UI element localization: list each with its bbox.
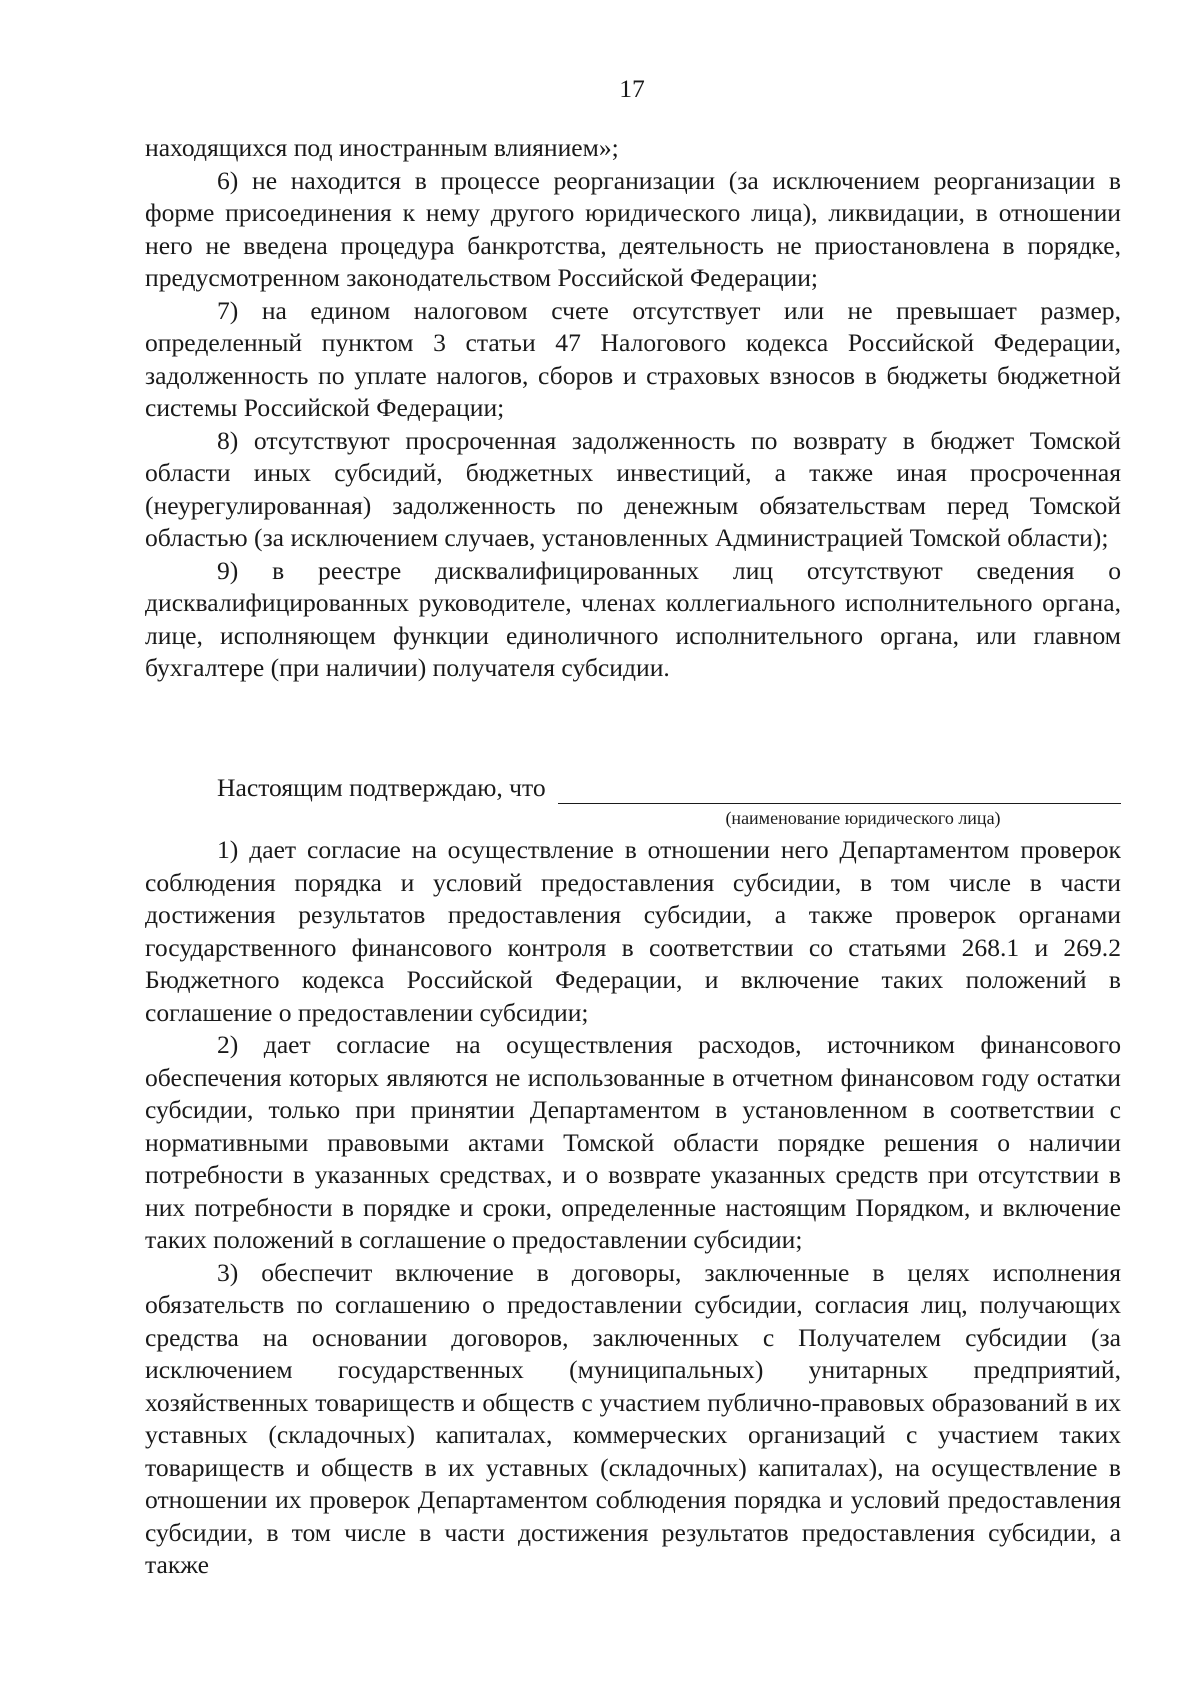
page-number: 17 (619, 74, 645, 103)
paragraph-item-7: 7) на едином налоговом счете отсутствует или не превышает размер, определенный пунктом 3 статьи 47 Налогового кодекса Российской Федерации, задолженность по уплате налогов, сборов и страховых взносов в бюджеты бюджетной системы Российской Федерации; (145, 295, 1121, 422)
entity-name-blank-line (558, 777, 1121, 804)
consents-list (145, 834, 1121, 1582)
confirmation-block (145, 772, 1121, 830)
paragraph-item-8: 8) отсутствуют просроченная задолженность по возврату в бюджет Томской области иных субсидий, бюджетных инвестиций, а также иная просроченная (неурегулированная) задолженность по денежным обязательствам перед Томской областью (за исключением случаев, установленных Администрацией Томской области); (145, 425, 1121, 552)
paragraph-continuation: находящихся под иностранным влиянием»; (145, 133, 619, 162)
consent-item-1: 1) дает согласие на осуществление в отношении него Департаментом проверок соблюдения порядка и условий предоставления субсидии, в том числе в части достижения результатов предоставления субсидии, а также проверок органами государственного финансового контроля в соответствии со статьями 268.1 и 269.2 Бюджетного кодекса Российской Федерации, и включение таких положений в соглашение о предоставлении субсидии; (145, 835, 1121, 1027)
paragraph-item-9: 9) в реестре дисквалифицированных лиц отсутствуют сведения о дисквалифицированных руководителе, членах коллегиального исполнительного органа, лице, исполняющем функции единоличного исполнительного органа, или главном бухгалтере (при наличии) получателя субсидии. (145, 555, 1121, 682)
conditions-list (145, 132, 1121, 685)
entity-name-caption: (наименование юридического лица) (725, 808, 1001, 828)
paragraph-item-6: 6) не находится в процессе реорганизации (за исключением реорганизации в форме присоединения к нему другого юридического лица), ликвидации, в отношении него не введена процедура банкротства, деятельность не приостановлена в порядке, предусмотренном законодательством Российской Федерации; (145, 165, 1121, 292)
consent-item-2: 2) дает согласие на осуществления расходов, источником финансового обеспечения которых являются не использованные в отчетном финансовом году остатки субсидии, только при принятии Департаментом в установленном в соответствии с нормативными правовыми актами Томской области порядке решения о наличии потребности в указанных средствах, и о возврате указанных средств при отсутствии в них потребности в порядке и сроки, определенные настоящим Порядком, и включение таких положений в соглашение о предоставлении субсидии; (145, 1030, 1121, 1254)
confirmation-line (145, 772, 1121, 804)
confirmation-label: Настоящим подтверждаю, что (217, 773, 546, 802)
consent-item-3: 3) обеспечит включение в договоры, заключенные в целях исполнения обязательств по соглашению о предоставлении субсидии, согласия лиц, получающих средства на основании договоров, заключенных с Получателем субсидии (за исключением государственных (муниципальных) унитарных предприятий, хозяйственных товариществ и обществ с участием публично-правовых образований в их уставных (складочных) капиталах, коммерческих организаций с участием таких товариществ и обществ в их уставных (складочных) капиталах), на осуществление в отношении их проверок Департаментом соблюдения порядка и условий предоставления субсидии, в том числе в части достижения результатов предоставления субсидии, а также (145, 1257, 1121, 1579)
